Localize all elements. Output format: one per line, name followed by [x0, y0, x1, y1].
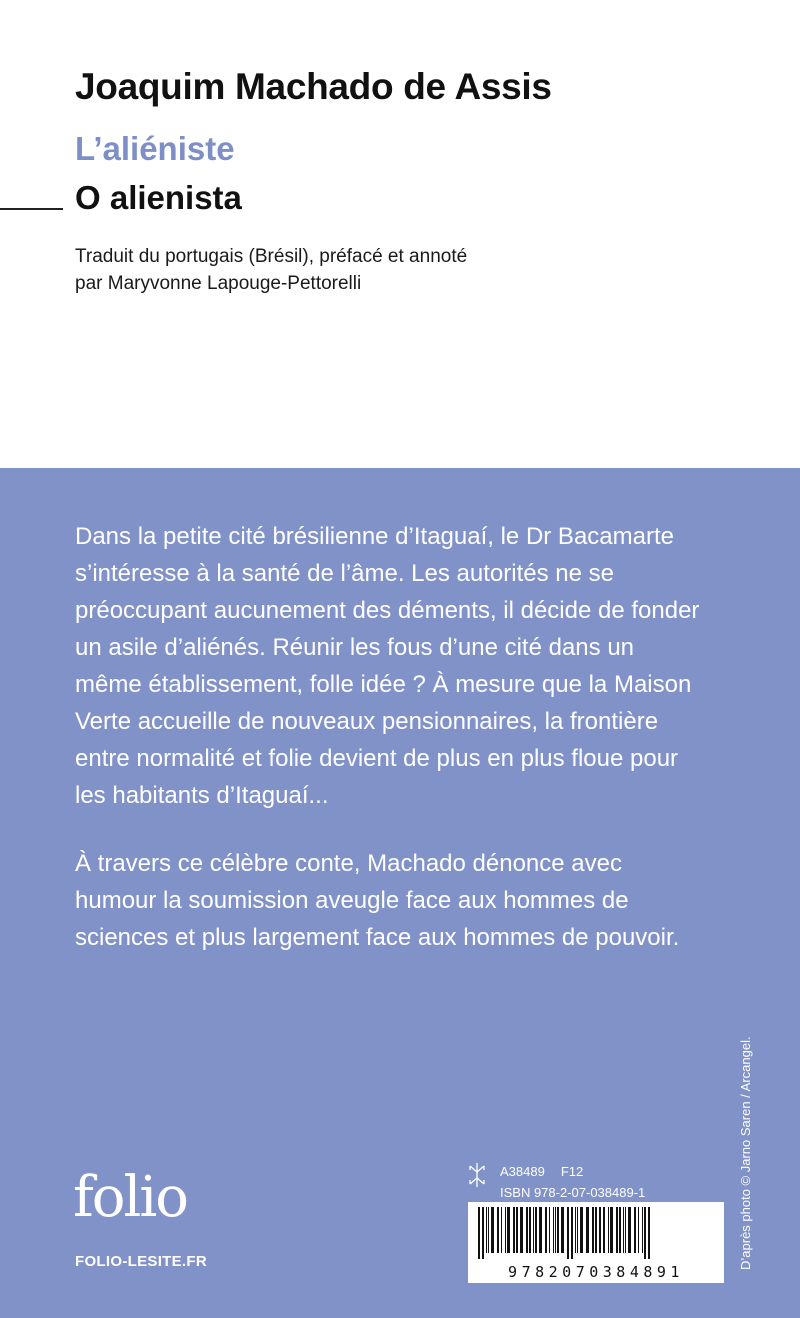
- author-name: Joaquim Machado de Assis: [75, 66, 552, 107]
- gallimard-publisher-icon: [468, 1160, 486, 1190]
- barcode-bar: [549, 1207, 550, 1253]
- barcode-bar: [603, 1207, 605, 1253]
- barcode-bar: [545, 1207, 547, 1253]
- barcode-bar: [580, 1207, 583, 1253]
- barcode-bar: [497, 1207, 499, 1253]
- reference-code: A38489: [500, 1164, 545, 1179]
- barcode-bar: [539, 1207, 542, 1253]
- barcode-digits: 9782070384891: [508, 1263, 684, 1281]
- barcode-bar: [520, 1207, 523, 1253]
- barcode-bar: [575, 1207, 576, 1253]
- barcode-bar: [644, 1207, 646, 1259]
- barcode-bar: [599, 1207, 601, 1253]
- barcode-bar: [608, 1207, 609, 1253]
- credit-line: par Maryvonne Lapouge-Pettorelli: [75, 273, 362, 294]
- folio-logo: folio: [73, 1165, 187, 1230]
- barcode-bar: [567, 1207, 569, 1259]
- publisher-website-link[interactable]: FOLIO-LESITE.FR: [75, 1253, 207, 1270]
- photo-credit: D’après photo © Jarno Saren / Arcangel.: [738, 1036, 753, 1270]
- title-portuguese: O alienista: [75, 179, 242, 216]
- barcode-bar: [555, 1207, 556, 1253]
- barcode-bar: [638, 1207, 639, 1253]
- barcode-bar: [529, 1207, 531, 1253]
- barcode-bar: [561, 1207, 564, 1253]
- blurb-paragraph-2: À travers ce célèbre conte, Machado dénonce avec humour la soumission aveugle face aux hommes de sciences et plus largement face aux hommes de pouvoir.: [75, 850, 680, 951]
- barcode-bar: [535, 1207, 537, 1253]
- barcode-bar: [628, 1207, 631, 1253]
- barcode-bar: [577, 1207, 578, 1253]
- barcode-bar: [634, 1207, 636, 1253]
- barcode-bar: [505, 1207, 506, 1253]
- barcode-bar: [486, 1207, 487, 1253]
- barcode-bar: [610, 1207, 613, 1253]
- barcode-bar: [501, 1207, 502, 1253]
- barcode-bars: [476, 1207, 716, 1259]
- barcode-bar: [533, 1207, 534, 1253]
- barcode-bar: [491, 1207, 494, 1253]
- ref-row: [500, 1161, 645, 1182]
- barcode-bar: [513, 1207, 515, 1253]
- barcode-bar: [625, 1207, 626, 1253]
- blurb-paragraph-1: Dans la petite cité brésilienne d’Itaguaí, le Dr Bacamarte s’intéresse à la santé de l’âme. Les autorités ne se préoccupant aucunement des déments, il décide de fonder un asile d’aliénés. Réunir les fous d’une cité dans un même établissement, folle idée ? À mesure que la Maison Verte accueille de nouveaux pensionnaires, la frontière entre normalité et folie devient de plus en plus floue pour les habitants d’Itaguaí...: [75, 523, 700, 809]
- barcode-bar: [586, 1207, 589, 1253]
- barcode-bar: [507, 1207, 510, 1253]
- price-code: F12: [560, 1164, 584, 1179]
- title-rule: [0, 208, 63, 210]
- barcode-bar: [482, 1207, 484, 1259]
- isbn: ISBN 978-2-07-038489-1: [500, 1185, 646, 1200]
- barcode-bar: [478, 1207, 480, 1259]
- barcode-bar: [516, 1207, 518, 1253]
- barcode-bar: [642, 1207, 643, 1253]
- barcode: [468, 1202, 724, 1283]
- book-codes: [500, 1161, 645, 1203]
- barcode-bar: [571, 1207, 573, 1259]
- header-section: [0, 0, 800, 468]
- barcode-bar: [557, 1207, 559, 1253]
- barcode-bar: [648, 1207, 650, 1259]
- translation-credit: [75, 243, 467, 297]
- barcode-bar: [595, 1207, 597, 1253]
- barcode-bar: [619, 1207, 621, 1253]
- barcode-bar: [592, 1207, 594, 1253]
- barcode-bar: [616, 1207, 618, 1253]
- title-french: L’aliéniste: [75, 130, 235, 167]
- credit-line: Traduit du portugais (Brésil), préfacé et annoté: [75, 246, 468, 267]
- barcode-bar: [623, 1207, 624, 1253]
- barcode-bar: [488, 1207, 489, 1253]
- barcode-bar: [526, 1207, 528, 1253]
- barcode-bar: [553, 1207, 554, 1253]
